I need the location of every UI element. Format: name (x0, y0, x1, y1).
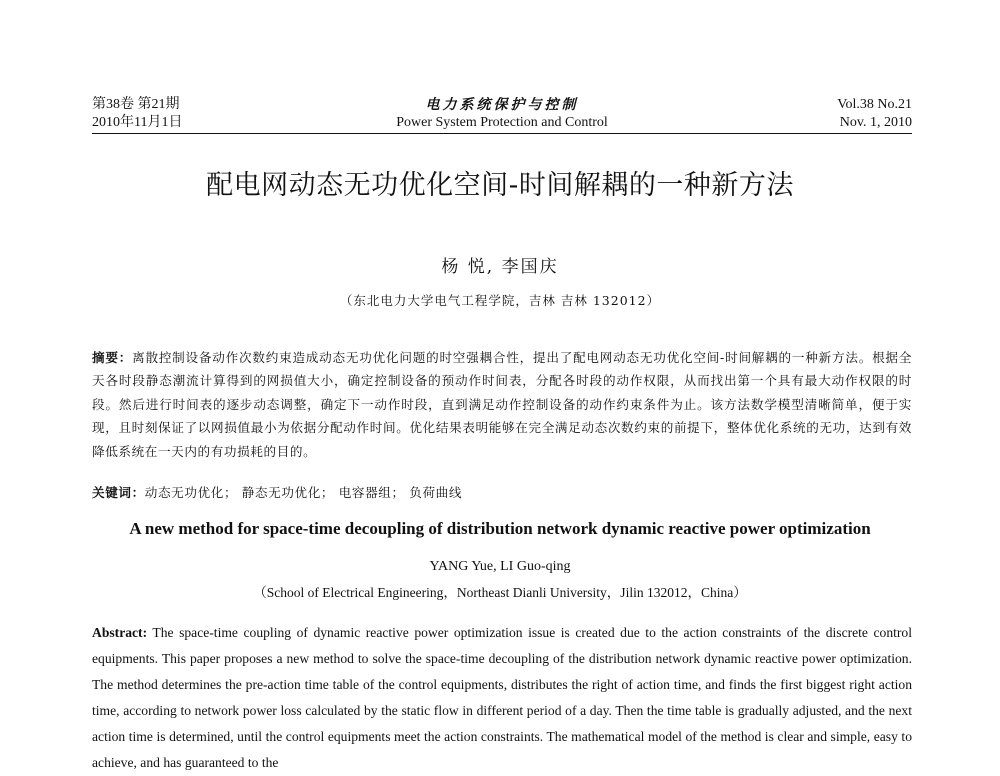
volume-issue-cn: 第38卷 第21期 (92, 97, 180, 112)
journal-header (92, 96, 912, 132)
abstract-en-text: The space-time coupling of dynamic reactive power optimization issue is created due to the action constraints of the discrete control equipments. This paper proposes a new method to solve the space-time decoupling of the distribution network dynamic reactive power optimization. The method determines the pre-action time table of the control equipments, distributes the right of action time, and finds the first biggest right action time, according to network power loss calculated by the static flow in different period of a day. Then the time table is gradually adjusted, and the next action time is determined, until the control equipments meet the action constraints. The mathematical model of the method is clear and simple, easy to achieve, and has guaranteed to the (92, 625, 913, 770)
publish-date-cn: 2010年11月1日 (92, 115, 183, 130)
header-rule (92, 133, 912, 134)
header-row-1 (92, 96, 912, 114)
keywords-cn-label: 关键词： (92, 485, 145, 500)
affiliation-en: （School of Electrical Engineering，Northeast Dianli University，Jilin 132012，China） (253, 585, 747, 600)
affiliation-cn: （东北电力大学电气工程学院，吉林 吉林 132012） (339, 293, 661, 308)
paper-title-cn: 配电网动态无功优化空间-时间解耦的一种新方法 (206, 170, 794, 201)
abstract-cn-label: 摘要： (92, 350, 133, 365)
journal-name-cn: 电力系统保护与控制 (425, 97, 579, 113)
abstract-en-label: Abstract: (92, 625, 148, 640)
keywords-cn (92, 483, 912, 503)
volume-issue-en: Vol.38 No.21 (837, 97, 912, 112)
keywords-cn-text: 动态无功优化； 静态无功优化； 电容器组； 负荷曲线 (144, 485, 463, 500)
abstract-cn-text: 离散控制设备动作次数约束造成动态无功优化问题的时空强耦合性，提出了配电网动态无功优化空间-时间解耦的一种新方法。根据全天各时段静态潮流计算得到的网损值大小，确定控制设备的预动作时间表，分配各时段的动作权限，从而找出第一个具有最大动作权限的时段。然后进行时间表的逐步动态调整，确定下一动作时段，直到满足动作控制设备的动作约束条件为止。该方法数学模型清晰简单，便于实现，且时刻保证了以网损值最小为依据分配动作时间。优化结果表明能够在完全满足动态次数约束的前提下，整体优化系统的无功，达到有效降低系统在一天内的有功损耗的目的。 (92, 350, 912, 459)
journal-name-en: Power System Protection and Control (396, 115, 608, 130)
authors-cn: 杨 悦, 李国庆 (441, 257, 559, 277)
abstract-cn (92, 346, 912, 463)
authors-en: YANG Yue, LI Guo-qing (429, 559, 571, 574)
abstract-en (92, 620, 912, 776)
paper-title-en: A new method for space-time decoupling of distribution network dynamic reactive power optimization (129, 519, 871, 538)
header-row-2 (92, 114, 912, 132)
publish-date-en: Nov. 1, 2010 (839, 115, 912, 130)
